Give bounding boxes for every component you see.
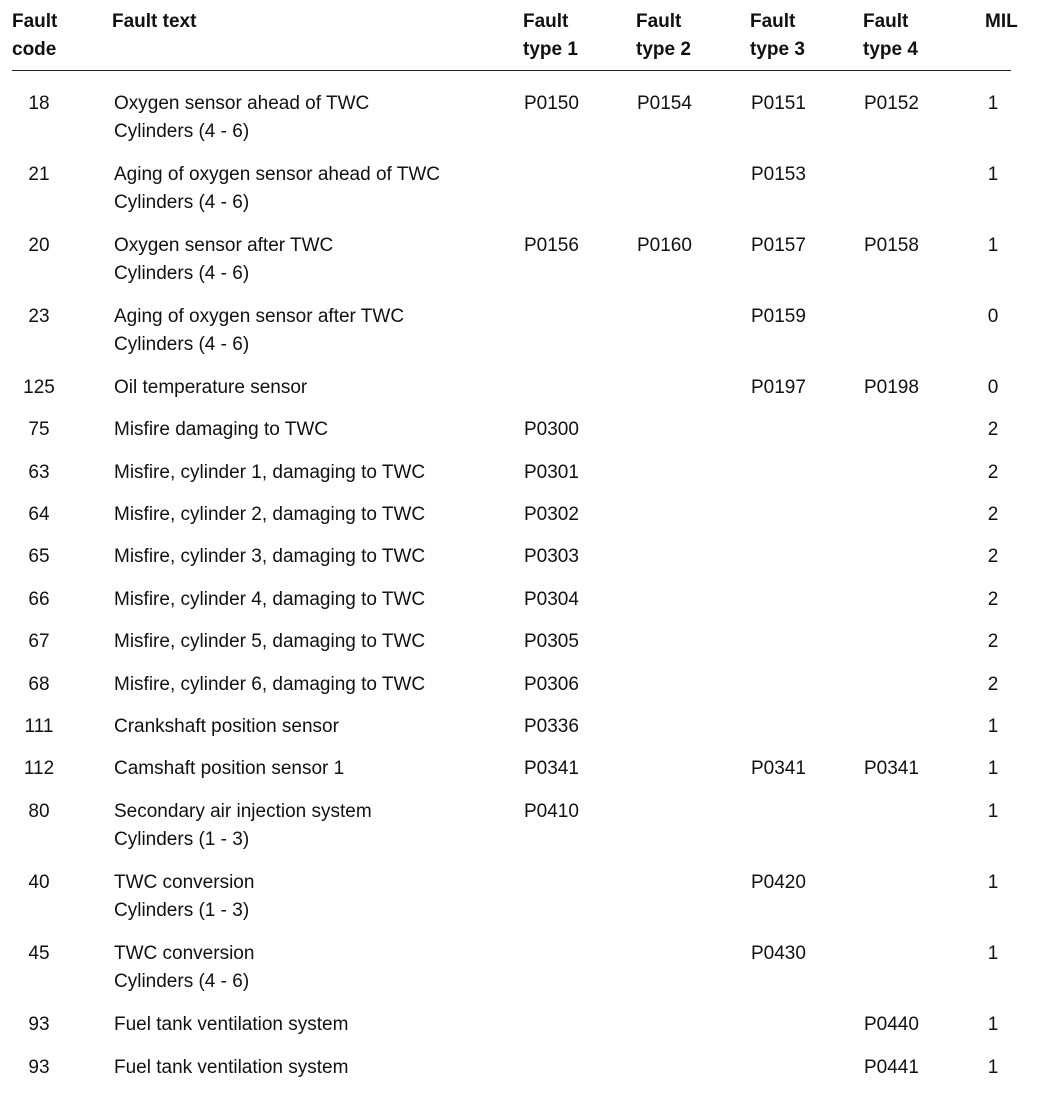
fault-code-cell: 111 bbox=[24, 716, 54, 737]
fault-code-cell: 80 bbox=[28, 801, 50, 822]
fault-code-cell: 20 bbox=[28, 235, 50, 256]
fault-type-1-cell: P0300 bbox=[524, 419, 579, 440]
fault-type-1-cell: P0302 bbox=[524, 504, 579, 525]
fault-text-cell: Misfire, cylinder 3, damaging to TWC bbox=[114, 546, 426, 567]
fault-text-cell: Misfire damaging to TWC bbox=[114, 419, 328, 440]
fault-code-cell: 125 bbox=[23, 377, 55, 398]
fault-code-cell: 40 bbox=[28, 872, 50, 893]
fault-type-3-cell: P0159 bbox=[751, 306, 806, 327]
fault-type-2-cell: P0154 bbox=[637, 93, 692, 114]
mil-cell: 1 bbox=[987, 164, 999, 185]
table-header bbox=[0, 8, 1056, 70]
header-fault-type-3: Fault type 3 bbox=[750, 11, 805, 60]
fault-type-3-cell: P0420 bbox=[751, 872, 806, 893]
fault-code-cell: 93 bbox=[28, 1057, 50, 1078]
mil-cell: 1 bbox=[987, 872, 999, 893]
fault-type-3-cell: P0197 bbox=[751, 377, 806, 398]
fault-text-cell: Misfire, cylinder 2, damaging to TWC bbox=[114, 504, 426, 525]
fault-type-4-cell: P0441 bbox=[864, 1057, 919, 1078]
fault-code-cell: 66 bbox=[28, 589, 50, 610]
mil-cell: 1 bbox=[987, 716, 999, 737]
fault-type-1-cell: P0410 bbox=[524, 801, 579, 822]
fault-text-cell: Fuel tank ventilation system bbox=[114, 1057, 349, 1078]
fault-text-cell: Aging of oxygen sensor after TWC Cylinders (4 - 6) bbox=[114, 306, 405, 355]
fault-text-cell: Oxygen sensor after TWC Cylinders (4 - 6) bbox=[114, 235, 334, 284]
fault-text-cell: Camshaft position sensor 1 bbox=[114, 758, 345, 779]
mil-cell: 2 bbox=[987, 504, 999, 525]
fault-text-cell: Fuel tank ventilation system bbox=[114, 1014, 349, 1035]
fault-text-cell: Misfire, cylinder 1, damaging to TWC bbox=[114, 462, 426, 483]
fault-type-3-cell: P0157 bbox=[751, 235, 806, 256]
fault-type-1-cell: P0306 bbox=[524, 674, 579, 695]
fault-text-cell: Misfire, cylinder 4, damaging to TWC bbox=[114, 589, 426, 610]
fault-text-cell: Secondary air injection system Cylinders (1 - 3) bbox=[114, 801, 372, 850]
header-fault-text: Fault text bbox=[112, 11, 197, 32]
header-fault-type-2: Fault type 2 bbox=[636, 11, 691, 60]
header-fault-type-4: Fault type 4 bbox=[863, 11, 918, 60]
fault-code-cell: 63 bbox=[28, 462, 50, 483]
fault-type-3-cell: P0341 bbox=[751, 758, 806, 779]
mil-cell: 1 bbox=[987, 943, 999, 964]
fault-type-3-cell: P0430 bbox=[751, 943, 806, 964]
fault-type-4-cell: P0158 bbox=[864, 235, 919, 256]
fault-text-cell: Misfire, cylinder 6, damaging to TWC bbox=[114, 674, 426, 695]
fault-text-cell: Oxygen sensor ahead of TWC Cylinders (4 - 6) bbox=[114, 93, 370, 142]
header-fault-code: Fault code bbox=[12, 11, 58, 60]
fault-type-3-cell: P0151 bbox=[751, 93, 806, 114]
mil-cell: 2 bbox=[987, 419, 999, 440]
fault-type-1-cell: P0150 bbox=[524, 93, 579, 114]
mil-cell: 1 bbox=[987, 758, 999, 779]
fault-type-4-cell: P0198 bbox=[864, 377, 919, 398]
fault-type-2-cell: P0160 bbox=[637, 235, 692, 256]
fault-code-cell: 18 bbox=[28, 93, 50, 114]
fault-text-cell: Oil temperature sensor bbox=[114, 377, 308, 398]
fault-code-cell: 75 bbox=[28, 419, 50, 440]
mil-cell: 1 bbox=[987, 235, 999, 256]
fault-code-cell: 67 bbox=[28, 631, 50, 652]
mil-cell: 1 bbox=[987, 801, 999, 822]
fault-type-4-cell: P0341 bbox=[864, 758, 919, 779]
mil-cell: 2 bbox=[987, 546, 999, 567]
fault-code-cell: 112 bbox=[23, 758, 55, 779]
fault-type-1-cell: P0301 bbox=[524, 462, 579, 483]
fault-type-4-cell: P0440 bbox=[864, 1014, 919, 1035]
fault-text-cell: Aging of oxygen sensor ahead of TWC Cylinders (4 - 6) bbox=[114, 164, 441, 213]
mil-cell: 2 bbox=[987, 589, 999, 610]
fault-type-1-cell: P0336 bbox=[524, 716, 579, 737]
mil-cell: 0 bbox=[987, 377, 999, 398]
fault-code-cell: 68 bbox=[28, 674, 50, 695]
fault-code-cell: 23 bbox=[28, 306, 50, 327]
fault-type-1-cell: P0156 bbox=[524, 235, 579, 256]
fault-type-4-cell: P0152 bbox=[864, 93, 919, 114]
fault-code-cell: 65 bbox=[28, 546, 50, 567]
fault-text-cell: Crankshaft position sensor bbox=[114, 716, 339, 737]
fault-code-cell: 93 bbox=[28, 1014, 50, 1035]
mil-cell: 1 bbox=[987, 1057, 999, 1078]
fault-code-cell: 45 bbox=[28, 943, 50, 964]
header-mil: MIL bbox=[985, 11, 1018, 32]
fault-type-3-cell: P0153 bbox=[751, 164, 806, 185]
fault-type-1-cell: P0305 bbox=[524, 631, 579, 652]
fault-text-cell: TWC conversion Cylinders (4 - 6) bbox=[114, 943, 255, 992]
header-fault-type-1: Fault type 1 bbox=[523, 11, 578, 60]
mil-cell: 2 bbox=[987, 462, 999, 483]
mil-cell: 0 bbox=[987, 306, 999, 327]
fault-code-cell: 21 bbox=[28, 164, 50, 185]
header-divider bbox=[12, 70, 1011, 71]
fault-text-cell: TWC conversion Cylinders (1 - 3) bbox=[114, 872, 255, 921]
mil-cell: 2 bbox=[987, 674, 999, 695]
mil-cell: 1 bbox=[987, 1014, 999, 1035]
fault-type-1-cell: P0341 bbox=[524, 758, 579, 779]
mil-cell: 2 bbox=[987, 631, 999, 652]
mil-cell: 1 bbox=[987, 93, 999, 114]
fault-type-1-cell: P0303 bbox=[524, 546, 579, 567]
fault-text-cell: Misfire, cylinder 5, damaging to TWC bbox=[114, 631, 426, 652]
fault-type-1-cell: P0304 bbox=[524, 589, 579, 610]
fault-code-cell: 64 bbox=[28, 504, 50, 525]
